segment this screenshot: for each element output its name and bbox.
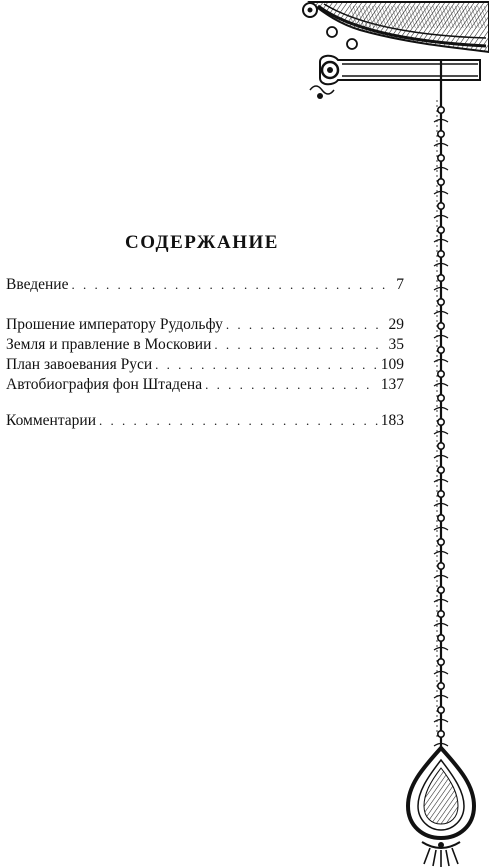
border-bead [438,611,444,617]
border-bead [438,371,444,377]
border-bead [438,635,444,641]
toc-entry-label: Введение [6,276,69,293]
toc-entry-label: Комментарии [6,412,96,429]
border-bead [438,587,444,593]
toc-entry-page: 137 [380,376,404,393]
decorative-border-ornament [290,0,489,868]
toc-entry-label: План завоевания Руси [6,356,153,373]
toc-entry-label: Автобиография фон Штадена [6,376,203,393]
border-bead [438,323,444,329]
border-bead [438,563,444,569]
border-bead [438,227,444,233]
toc-entry-page: 35 [388,336,404,353]
toc-entry-label: Земля и правление в Московии [6,336,212,353]
page-title: СОДЕРЖАНИЕ [125,232,279,253]
border-bead [438,515,444,521]
border-bead [438,179,444,185]
border-bead [438,107,444,113]
border-bead [438,395,444,401]
border-bead [438,131,444,137]
border-bead [438,419,444,425]
border-bead [438,659,444,665]
border-bead [438,203,444,209]
toc-entry-page: 29 [388,316,404,333]
border-bead [438,707,444,713]
border-bead [438,155,444,161]
vertical-floral-border [437,60,441,750]
toc-entry-page: 109 [380,356,404,373]
border-bead [438,683,444,689]
border-bead [438,299,444,305]
border-bead [438,443,444,449]
border-bead [438,491,444,497]
border-bead [438,275,444,281]
border-bead [438,731,444,737]
border-bead [438,347,444,353]
border-bead [438,467,444,473]
toc-entry-page: 7 [396,276,404,293]
toc-entry-label: Прошение императору Рудольфу [6,316,223,333]
border-bead [438,539,444,545]
border-bead [438,251,444,257]
teardrop-pendant [408,748,474,867]
engraved-scene-frame [303,2,489,52]
scroll-band [310,56,480,99]
toc-entry-page: 183 [380,412,404,429]
